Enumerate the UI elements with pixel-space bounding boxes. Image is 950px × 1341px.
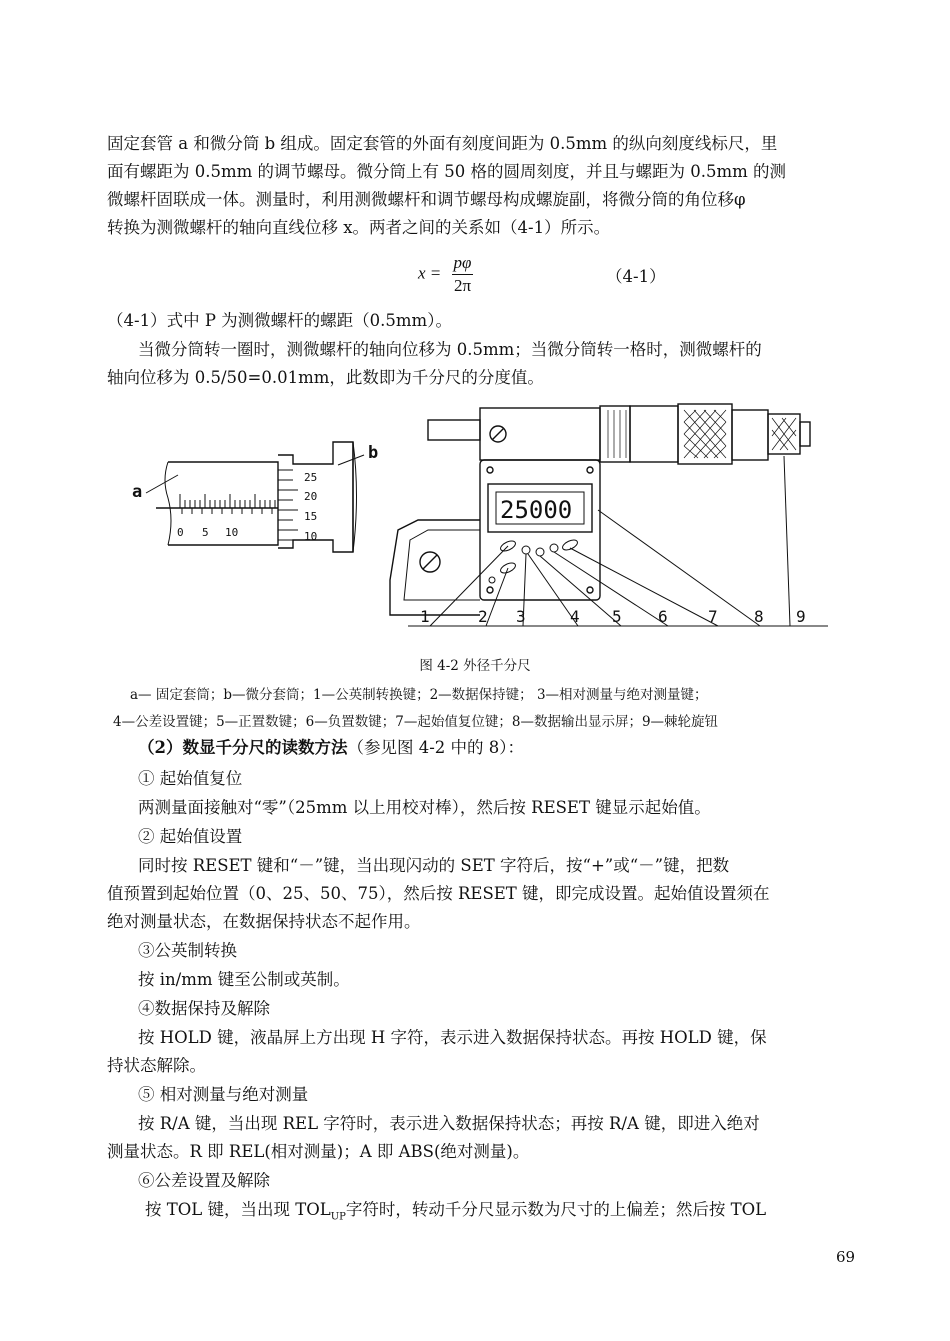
figure-caption: 图 4-2 外径千分尺: [419, 658, 531, 674]
item-body-subscript: UP: [330, 1211, 346, 1223]
section-heading-tail: （参见图 4-2 中的 8）：: [347, 738, 525, 757]
callout-9: 9: [796, 607, 806, 626]
item-title: ① 起始值复位: [138, 769, 243, 788]
page-number: 69: [836, 1248, 856, 1266]
callout-7: 7: [708, 607, 718, 626]
item-title: ⑤ 相对测量与绝对测量: [138, 1085, 309, 1104]
item-body-line: 测量状态。R 即 REL(相对测量)；A 即 ABS(绝对测量)。: [107, 1142, 530, 1161]
sleeve-tick-5: 5: [202, 526, 209, 539]
item-title: ⑥公差设置及解除: [138, 1171, 270, 1190]
equation-lhs: x =: [418, 263, 442, 283]
callout-8: 8: [754, 607, 764, 626]
callout-6: 6: [658, 607, 668, 626]
equation: [418, 253, 473, 296]
item-body-part: 字符时，转动千分尺显示数为尺寸的上偏差；然后按 TOL: [345, 1200, 767, 1219]
lcd-display-value: 25000: [500, 496, 573, 524]
label-b: b: [368, 443, 379, 463]
item-body-line: 两测量面接触对“零”（25mm 以上用校对棒），然后按 RESET 键显示起始值。: [138, 798, 711, 817]
label-a: a: [132, 482, 143, 502]
callout-3: 3: [516, 607, 526, 626]
section-heading-title: （2）数显千分尺的读数方法: [138, 738, 348, 757]
callout-5: 5: [612, 607, 622, 626]
item-body-line: [145, 1199, 766, 1228]
sleeve-tick-0: 0: [177, 526, 184, 539]
micrometer-figure: [128, 400, 828, 640]
figure-legend-line: 4—公差设置键；5—正置数键；6—负置数键；7—起始值复位键；8—数据输出显示屏；9—棘轮旋钮: [113, 714, 719, 730]
paragraph-line: 转换为测微螺杆的轴向直线位移 x。两者之间的关系如（4-1）所示。: [107, 218, 611, 237]
item-title: ② 起始值设置: [138, 827, 243, 846]
thimble-tick-25: 25: [304, 471, 318, 484]
item-body-line: 按 in/mm 键至公制或英制。: [138, 970, 350, 989]
section-heading: [138, 737, 524, 759]
item-body-line: 值预置到起始位置（0、25、50、75），然后按 RESET 键，即完成设置。起始值设置须在: [107, 884, 770, 903]
callout-1: 1: [420, 607, 430, 626]
paragraph-line: （4-1）式中 P 为测微螺杆的螺距（0.5mm）。: [107, 311, 452, 330]
paragraph-line: 当微分筒转一圈时，测微螺杆的轴向位移为 0.5mm；当微分筒转一格时，测微螺杆的: [138, 340, 762, 359]
equation-numerator: pφ: [452, 253, 474, 275]
paragraph-line: 轴向位移为 0.5/50=0.01mm，此数即为千分尺的分度值。: [107, 368, 544, 387]
callout-4: 4: [570, 607, 580, 626]
item-body-line: 同时按 RESET 键和“－”键，当出现闪动的 SET 字符后，按“+”或“－”键，把数: [138, 856, 730, 875]
item-title: ③公英制转换: [138, 941, 237, 960]
callout-2: 2: [478, 607, 488, 626]
item-body-line: 按 R/A 键，当出现 REL 字符时，表示进入数据保持状态；再按 R/A 键，即进入绝对: [138, 1114, 760, 1133]
figure-legend-line: a— 固定套筒；b—微分套筒；1—公英制转换键；2—数据保持键； 3—相对测量与绝对测量键；: [130, 687, 708, 703]
item-body-line: 绝对测量状态，在数据保持状态不起作用。: [107, 912, 421, 931]
item-body-line: 持状态解除。: [107, 1056, 206, 1075]
equation-number: （4-1）: [606, 267, 666, 286]
paragraph-line: 固定套管 a 和微分筒 b 组成。固定套管的外面有刻度间距为 0.5mm 的纵向刻度线标尺，里: [107, 134, 778, 153]
equation-fraction: [452, 253, 474, 296]
thimble-tick-10: 10: [304, 530, 318, 543]
item-body-line: 按 HOLD 键，液晶屏上方出现 H 字符，表示进入数据保持状态。再按 HOLD 键，保: [138, 1028, 767, 1047]
item-title: ④数据保持及解除: [138, 999, 270, 1018]
paragraph-line: 微螺杆固联成一体。测量时，利用测微螺杆和调节螺母构成螺旋副，将微分筒的角位移φ: [107, 190, 746, 209]
equation-denominator: 2π: [453, 276, 472, 295]
sleeve-tick-10: 10: [225, 526, 239, 539]
thimble-tick-20: 20: [304, 490, 318, 503]
thimble-tick-15: 15: [304, 510, 318, 523]
paragraph-line: 面有螺距为 0.5mm 的调节螺母。微分筒上有 50 格的圆周刻度，并且与螺距为 0.5mm 的测: [107, 162, 787, 181]
item-body-part: 按 TOL 键，当出现 TOL: [145, 1200, 331, 1219]
